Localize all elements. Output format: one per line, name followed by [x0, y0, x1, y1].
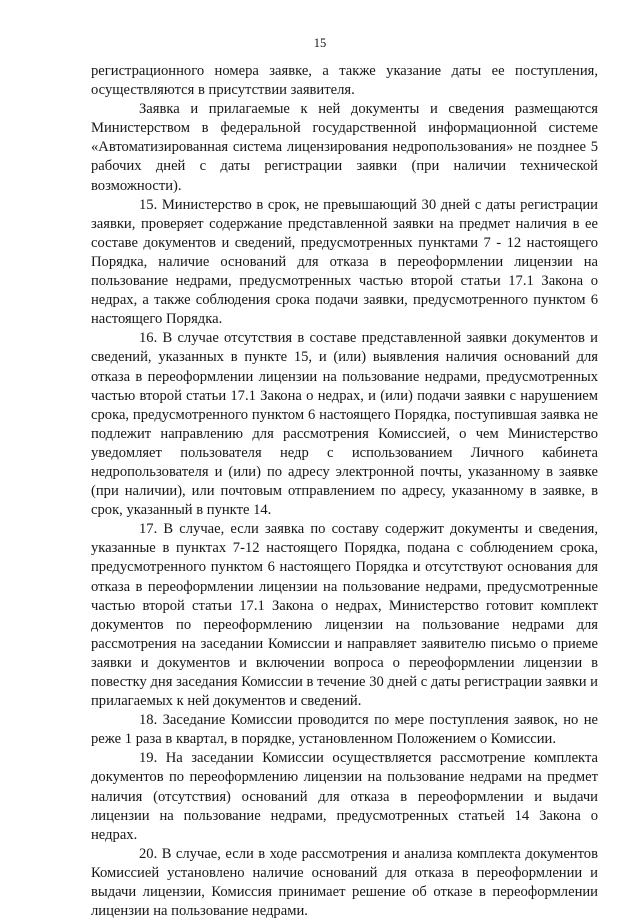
paragraph-item-19: 19. На заседании Комиссии осуществляется рассмотрение комплекта документов по переоформлению лицензии на пользование недрами на предмет наличия (отсутствия) оснований для отказа в переоформлении и выдачи лицензии на пользование недрами, предусмотренных статьей 14 Закона о недрах. — [91, 750, 598, 843]
paragraph-item-20: 20. В случае, если в ходе рассмотрения и анализа комплекта документов Комиссией установлено наличие оснований для отказа в переоформлении и выдачи лицензии, Комиссия принимает решение об отказе в переоформлении лицензии на пользование недрами. — [91, 845, 598, 920]
paragraph-item-17: 17. В случае, если заявка по составу содержит документы и сведения, указанные в пунктах 7-12 настоящего Порядка, подана с соблюдением срока, предусмотренного пунктом 6 настоящего Порядка и отсутствуют основания для отказа в переоформлении лицензии на пользование недрами, предусмотренные частью второй статьи 17.1 Закона о недрах, Министерство готовит комплект документов по переоформлению лицензии на пользование недрами для рассмотрения на заседании Комиссии и направляет заявителю письмо о приеме заявки и документов и включении вопроса о переоформлении лицензии в повестку дня заседания Комиссии в течение 30 дней с даты регистрации заявки и прилагаемых к ней документов и сведений. — [91, 521, 598, 710]
paragraph-item-18: 18. Заседание Комиссии проводится по мере поступления заявок, но не реже 1 раза в квартал, в порядке, установленном Положением о Комиссии. — [91, 712, 598, 748]
document-body — [91, 62, 598, 921]
page-number: 15 — [313, 36, 327, 50]
paragraph-application-placement: Заявка и прилагаемые к ней документы и сведения размещаются Министерством в федеральной государственной информационной системе «Автоматизированная система лицензирования недропользования» не позднее 5 рабочих дней с даты регистрации заявки (при наличии технической возможности). — [91, 101, 598, 194]
paragraph-continuation: регистрационного номера заявке, а также указание даты ее поступления, осуществляются в присутствии заявителя. — [91, 63, 598, 99]
paragraph-item-16: 16. В случае отсутствия в составе представленной заявки документов и сведений, указанных в пункте 15, и (или) выявления наличия оснований для отказа в переоформлении лицензии на пользование недрами, предусмотренных частью второй статьи 17.1 Закона о недрах, и (или) подачи заявки с нарушением срока, предусмотренного пунктом 6 настоящего Порядка, поступившая заявка не подлежит направлению для рассмотрения Комиссией, о чем Министерство уведомляет пользователя недр с использованием Личного кабинета недропользователя и (или) по адресу электронной почты, указанному в заявке (при наличии), или почтовым отправлением по адресу, указанному в заявке, в срок, указанный в пункте 14. — [91, 330, 598, 519]
paragraph-item-15: 15. Министерство в срок, не превышающий 30 дней с даты регистрации заявки, проверяет содержание представленной заявки на предмет наличия в ее составе документов и сведений, предусмотренных пунктами 7 - 12 настоящего Порядка, наличие оснований для отказа в переоформлении лицензии на пользование недрами, предусмотренных частью второй статьи 17.1 Закона о недрах, а также соблюдения срока подачи заявки, предусмотренного пунктом 6 настоящего Порядка. — [91, 196, 598, 328]
